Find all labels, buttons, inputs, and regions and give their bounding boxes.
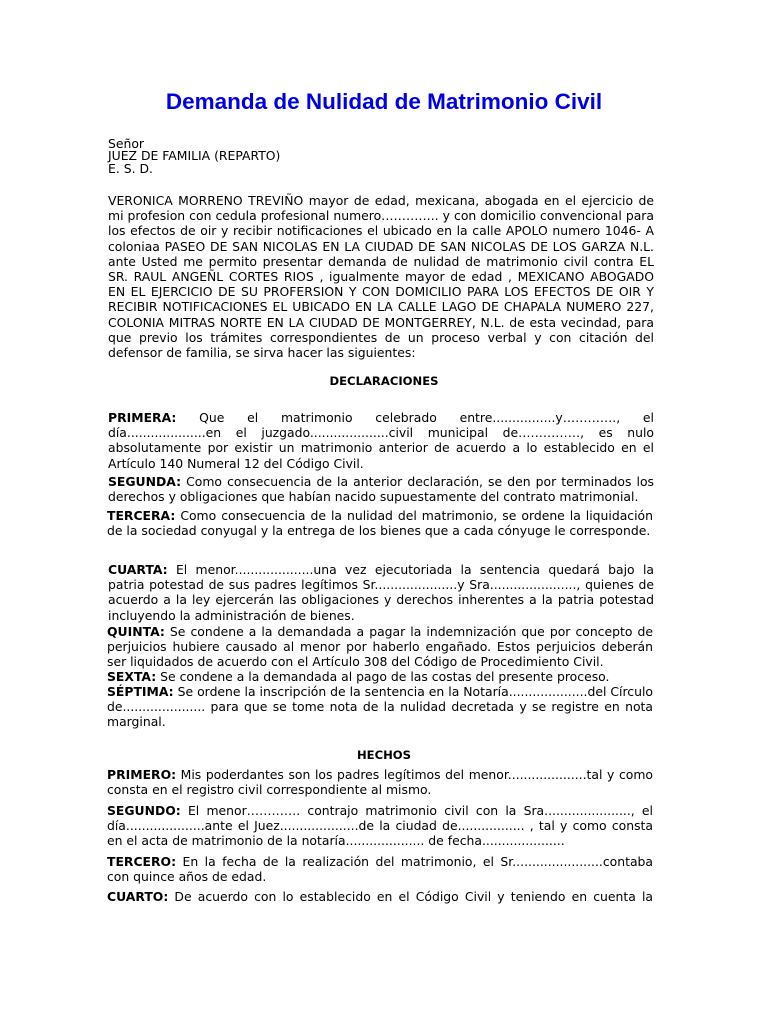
- declaracion-text: Como consecuencia de la anterior declaración, se den por terminados los derechos y obligaciones que habían nacido supuestamente del contrato matrimonial.: [108, 474, 654, 505]
- hecho-tercero: [107, 854, 653, 884]
- declaracion-label: PRIMERA:: [108, 410, 177, 425]
- addressee-court: JUEZ DE FAMILIA (REPARTO): [108, 148, 281, 164]
- declaracion-sexta: [107, 669, 653, 684]
- declaracion-septima: [107, 684, 653, 730]
- declaracion-cuarta: [108, 562, 654, 623]
- hecho-text: De acuerdo con lo establecido en el Código Civil y teniendo en cuenta la: [168, 889, 653, 904]
- declaraciones-heading: DECLARACIONES: [329, 374, 439, 388]
- declaracion-tercera: [107, 508, 653, 538]
- hecho-label: CUARTO:: [107, 889, 169, 904]
- declaracion-label: SÉPTIMA:: [107, 684, 174, 699]
- hecho-text: Mis poderdantes son los padres legítimos del menor....................tal y como consta en el registro civil correspondiente al mismo.: [107, 767, 653, 798]
- hecho-primero: [107, 767, 653, 797]
- declaracion-text: Que el matrimonio celebrado entre................y…………., el día....................en el juzgado....................civil municipal de……………, es nulo absolutamente por existir un matrimonio anterior de acuerdo a lo establecido en el Artículo 140 Numeral 12 del Código Civil.: [108, 410, 654, 471]
- hechos-heading: HECHOS: [356, 748, 412, 762]
- addressee-block: [108, 138, 408, 175]
- declaracion-label: CUARTA:: [108, 562, 168, 577]
- hecho-label: PRIMERO:: [107, 767, 177, 782]
- declaracion-label: SEGUNDA:: [108, 474, 182, 489]
- hecho-label: TERCERO:: [107, 854, 177, 869]
- declaracion-label: SEXTA:: [107, 669, 157, 684]
- declaracion-label: QUINTA:: [107, 624, 165, 639]
- declaracion-primera: [108, 410, 654, 471]
- declaracion-label: TERCERA:: [107, 508, 176, 523]
- declaracion-segunda: [108, 474, 654, 504]
- hecho-text: En la fecha de la realización del matrimonio, el Sr.......................contaba con quince años de edad.: [107, 854, 653, 885]
- hecho-text: El menor…………. contrajo matrimonio civil con la Sra......................, el día....................ante el Juez....................de la ciudad de................. , tal y como consta en el acta de matrimonio de la notaría.................... de fecha.....................: [107, 803, 653, 849]
- hecho-label: SEGUNDO:: [107, 803, 181, 818]
- intro-paragraph: VERONICA MORRENO TREVIÑO mayor de edad, mexicana, abogada en el ejercicio de mi profesion con cedula profesional numero………….. y con domicilio convencional para los efectos de oir y recibir notificaciones el ubicado en la calle APOLO numero 1046- A coloniaa PASEO DE SAN NICOLAS EN LA CIUDAD DE SAN NICOLAS DE LOS GARZA N.L. ante Usted me permito presentar demanda de nulidad de matrimonio civil contra EL SR. RAUL ANGEÑL CORTES RIOS , igualmente mayor de edad , MEXICANO ABOGADO EN EL EJERCICIO DE SU PROFERSION Y CON DOMICILIO PARA LOS EFECTOS DE OIR Y RECIBIR NOTIFICACIONES EL UBICADO EN LA CALLE LAGO DE CHAPALA NUMERO 227, COLONIA MITRAS NORTE EN LA CIUDAD DE MONTGERREY, N.L. de esta vecindad, para que previo los trámites correspondientes de un proceso verbal y con citación del defensor de familia, se sirva hacer las siguientes:: [108, 193, 654, 361]
- hecho-segundo: [107, 803, 653, 849]
- declaracion-text: El menor....................una vez ejecutoriada la sentencia quedará bajo la patria potestad de sus padres legítimos Sr.....................y Sra......................, quienes de acuerdo a la ley ejercerán las obligaciones y derechos inherentes a la patria potestad incluyendo la administración de bienes.: [108, 562, 654, 623]
- declaracion-text: Se condene a la demandada al pago de las costas del presente proceso.: [156, 669, 610, 684]
- declaracion-quinta: [107, 624, 653, 670]
- declaracion-text: Se ordene la inscripción de la sentencia en la Notaría....................del Círculo de..................... para que se tome nota de la nulidad decretada y se registre en nota marginal.: [107, 684, 653, 730]
- declaracion-text: Se condene a la demandada a pagar la indemnización que por concepto de perjuicios hubiere causado al menor por haberlo engañado. Estos perjuicios deberán ser liquidados de acuerdo con el Artículo 308 del Código de Procedimiento Civil.: [107, 624, 653, 670]
- declaracion-text: Como consecuencia de la nulidad del matrimonio, se ordene la liquidación de la sociedad conyugal y la entrega de los bienes que a cada cónyuge le corresponde.: [107, 508, 653, 539]
- addressee-esd: E. S. D.: [108, 160, 153, 176]
- document-title: Demanda de Nulidad de Matrimonio Civil: [165, 89, 603, 114]
- hecho-cuarto: [107, 889, 653, 904]
- addressee-salutation: Señor: [108, 136, 145, 151]
